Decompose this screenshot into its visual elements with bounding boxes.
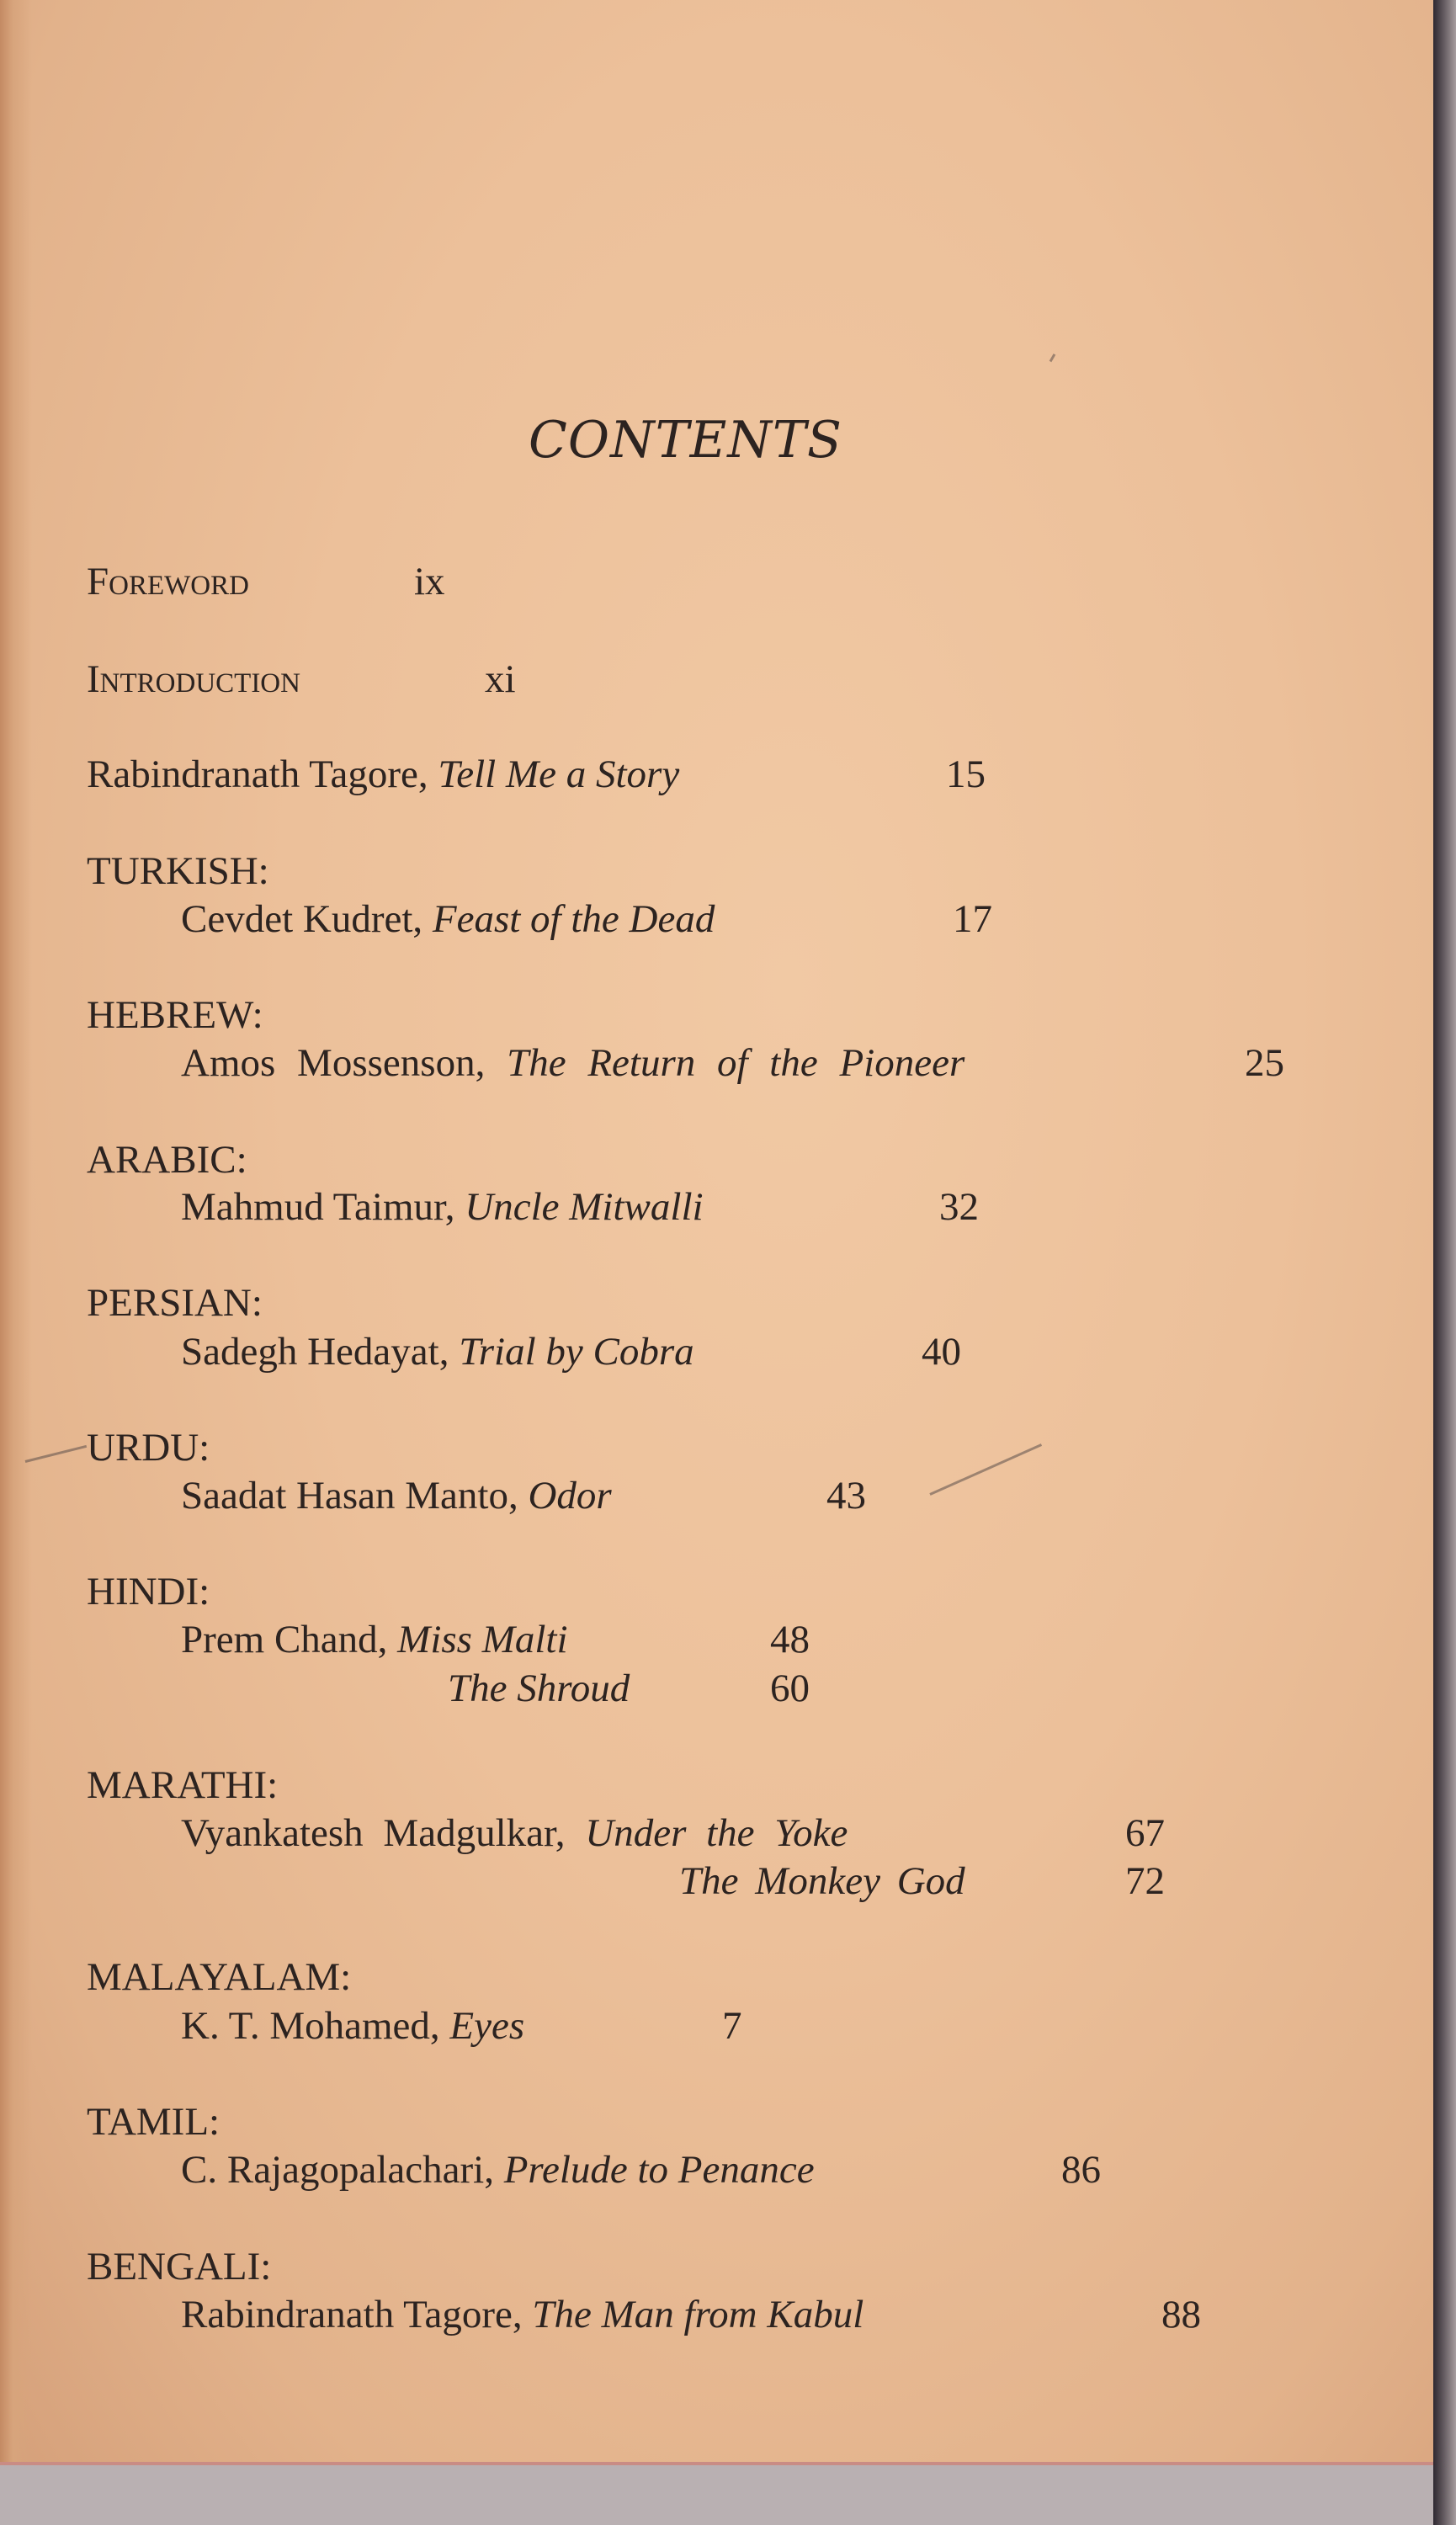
entry-page: 7	[722, 2004, 742, 2048]
entry-page: 72	[1125, 1859, 1165, 1903]
entry-author: Rabindranath Tagore,	[181, 2293, 523, 2336]
foreword-label: Foreword	[87, 560, 249, 603]
section-heading-tamil: TAMIL:	[87, 2100, 221, 2144]
entry-page: 15	[946, 752, 986, 796]
introduction-label: Introduction	[87, 657, 300, 701]
entry-line	[181, 1041, 965, 1085]
entry-author: K. T. Mohamed,	[181, 2004, 440, 2048]
entry-author: Mahmud Taimur,	[181, 1185, 455, 1229]
section-heading-bengali: BENGALI:	[87, 2245, 272, 2288]
foreword-page: ix	[414, 560, 445, 603]
entry-page: 43	[826, 1474, 866, 1518]
entry-author: Vyankatesh Madgulkar,	[181, 1811, 566, 1855]
entry-author: C. Rajagopalachari,	[181, 2148, 494, 2192]
section-heading-turkish: TURKISH:	[87, 849, 269, 893]
entry-page: 32	[939, 1185, 979, 1229]
entry-page: 40	[922, 1330, 961, 1374]
entry-page: 60	[770, 1666, 810, 1710]
entry-page: 86	[1061, 2148, 1101, 2192]
section-heading-hebrew: HEBREW:	[87, 993, 263, 1037]
entry-line	[181, 2004, 525, 2048]
entry-title: The Monkey God	[679, 1859, 965, 1903]
entry-title: Eyes	[449, 2004, 525, 2048]
page-title: CONTENTS	[529, 411, 843, 470]
page-edge-shadow	[1433, 0, 1456, 2525]
entry-title: Under the Yoke	[585, 1811, 848, 1855]
entry-line	[181, 1332, 694, 1372]
entry-author: Cevdet Kudret,	[181, 897, 423, 941]
section-heading-hindi: HINDI:	[87, 1570, 210, 1613]
opening-entry	[87, 752, 680, 796]
entry-page: 17	[953, 897, 992, 941]
entry-line	[181, 1476, 612, 1516]
entry-line	[181, 2295, 864, 2335]
entry-title: Feast of the Dead	[432, 897, 715, 941]
entry-title: Miss Malti	[397, 1618, 568, 1661]
entry-author: Prem Chand,	[181, 1618, 388, 1661]
entry-title: The Man from Kabul	[532, 2293, 864, 2336]
pencil-tick-mark	[929, 1443, 1042, 1496]
entry-title: Prelude to Penance	[503, 2148, 815, 2192]
pencil-mark	[25, 1445, 87, 1463]
entry-page: 67	[1125, 1811, 1165, 1855]
section-heading-marathi: MARATHI:	[87, 1763, 279, 1807]
entry-line	[181, 1811, 848, 1855]
entry-author: Saadat Hasan Manto,	[181, 1474, 518, 1518]
section-heading-urdu: URDU:	[87, 1426, 210, 1470]
section-heading-arabic: ARABIC:	[87, 1138, 247, 1182]
page-spine-shadow	[0, 0, 32, 2462]
introduction-page: xi	[485, 657, 516, 701]
entry-title: Odor	[528, 1474, 612, 1518]
entry-title: Uncle Mitwalli	[465, 1185, 704, 1229]
entry-title: Tell Me a Story	[438, 752, 680, 796]
pencil-speck	[1049, 354, 1056, 362]
entry-page: 48	[770, 1618, 810, 1661]
entry-author: Sadegh Hedayat,	[181, 1330, 449, 1374]
entry-line	[181, 1185, 704, 1229]
entry-title: The Shroud	[448, 1666, 630, 1710]
entry-line	[181, 1620, 568, 1660]
entry-title: Trial by Cobra	[459, 1330, 694, 1374]
entry-title: The Return of the Pioneer	[507, 1041, 965, 1085]
entry-page: 88	[1161, 2293, 1201, 2336]
section-heading-malayalam: MALAYALAM:	[87, 1955, 352, 1999]
section-heading-persian: PERSIAN:	[87, 1281, 263, 1325]
entry-line	[181, 2150, 815, 2190]
entry-author: Amos Mossenson,	[181, 1041, 486, 1085]
entry-line	[181, 897, 715, 941]
entry-author: Rabindranath Tagore,	[87, 752, 428, 796]
entry-page: 25	[1245, 1041, 1284, 1085]
